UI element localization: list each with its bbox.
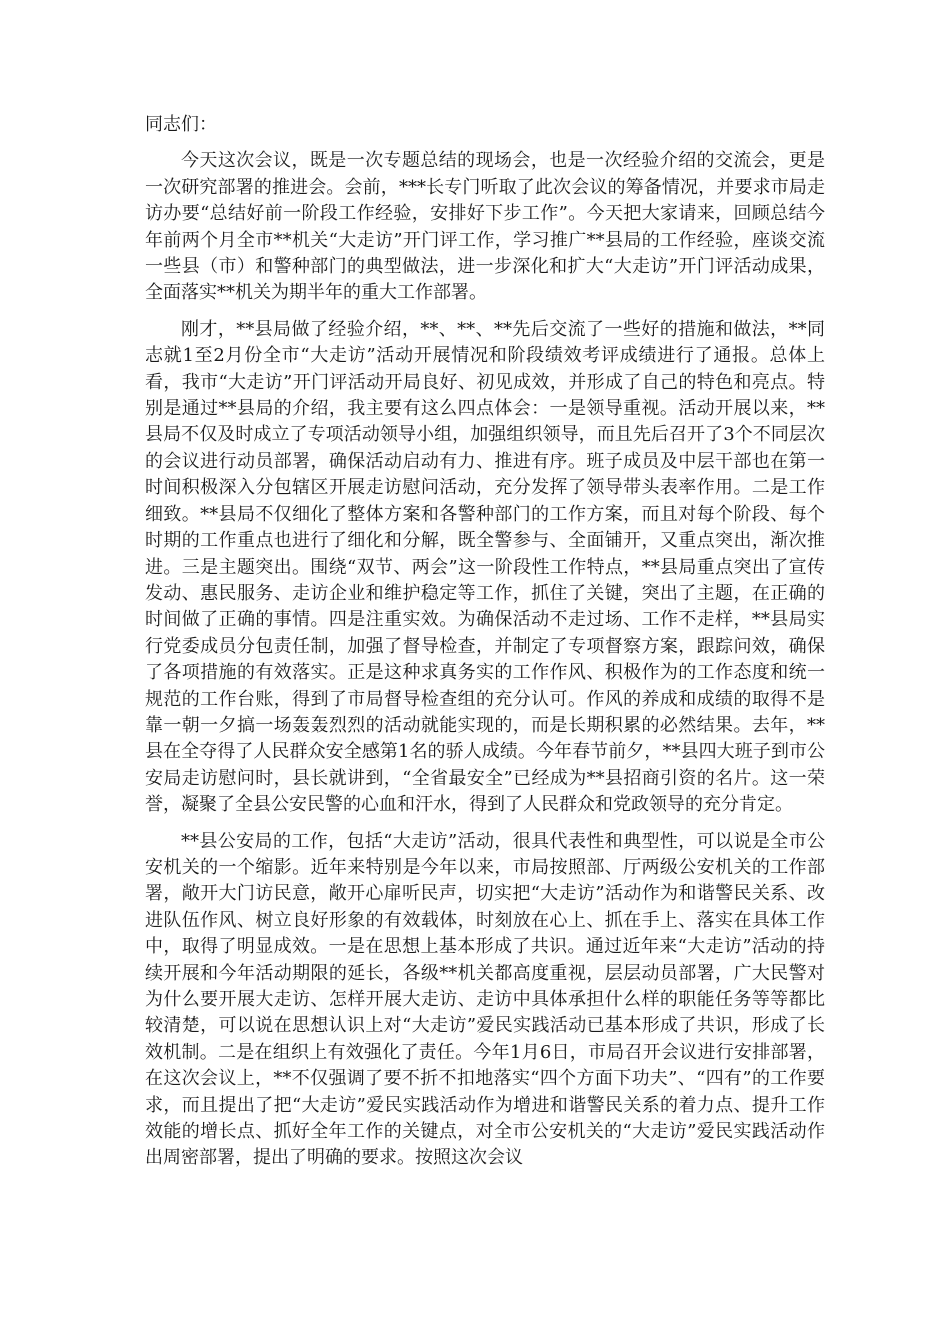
document-body (145, 112, 825, 1182)
salutation: 同志们： (145, 114, 217, 135)
paragraph-2: 刚才，**县局做了经验介绍，**、**、**先后交流了一些好的措施和做法，**同志就1至2月份全市“大走访”活动开展情况和阶段绩效考评成绩进行了通报。总体上看，我市“大走访”开门评活动开局良好、初见成效，并形成了自己的特色和亮点。特别是通过**县局的介绍，我主要有这么四点体会：一是领导重视。活动开展以来，**县局不仅及时成立了专项活动领导小组，加强组织领导，而且先后召开了3个不同层次的会议进行动员部署，确保活动启动有力、推进有序。班子成员及中层干部也在第一时间积极深入分包辖区开展走访慰问活动，充分发挥了领导带头表率作用。二是工作细致。**县局不仅细化了整体方案和各警种部门的工作方案，而且对每个阶段、每个时期的工作重点也进行了细化和分解，既全警参与、全面铺开，又重点突出，渐次推进。三是主题突出。围绕“双节、两会”这一阶段性工作特点，**县局重点突出了宣传发动、惠民服务、走访企业和维护稳定等工作，抓住了关键，突出了主题，在正确的时间做了正确的事情。四是注重实效。为确保活动不走过场、工作不走样，**县局实行党委成员分包责任制，加强了督导检查，并制定了专项督察方案，跟踪问效，确保了各项措施的有效落实。正是这种求真务实的工作作风、积极作为的工作态度和统一规范的工作台账，得到了市局督导检查组的充分认可。作风的养成和成绩的取得不是靠一朝一夕搞一场轰轰烈烈的活动就能实现的，而是长期积累的必然结果。去年，**县在全夺得了人民群众安全感第1名的骄人成绩。今年春节前夕，**县四大班子到市公安局走访慰问时，县长就讲到，“全省最安全”已经成为**县招商引资的名片。这一荣誉，凝聚了全县公安民警的心血和汗水，得到了人民群众和党政领导的充分肯定。 (145, 318, 825, 816)
paragraph-1: 今天这次会议，既是一次专题总结的现场会，也是一次经验介绍的交流会，更是一次研究部署的推进会。会前，***长专门听取了此次会议的筹备情况，并要求市局走访办要“总结好前一阶段工作经验，安排好下步工作”。今天把大家请来，回顾总结今年前两个月全市**机关“大走访”开门评工作，学习推广**县局的工作经验，座谈交流一些县（市）和警种部门的典型做法，进一步深化和扩大“大走访”开门评活动成果，全面落实**机关为期半年的重大工作部署。 (145, 150, 825, 304)
paragraph-3: **县公安局的工作，包括“大走访”活动，很具代表性和典型性，可以说是全市公安机关的一个缩影。近年来特别是今年以来，市局按照部、厅两级公安机关的工作部署，敞开大门访民意，敞开心扉听民声，切实把“大走访”活动作为和谐警民关系、改进队伍作风、树立良好形象的有效载体，时刻放在心上、抓在手上、落实在具体工作中，取得了明显成效。一是在思想上基本形成了共识。通过近年来“大走访”活动的持续开展和今年活动期限的延长，各级**机关都高度重视，层层动员部署，广大民警对为什么要开展大走访、怎样开展大走访、走访中具体承担什么样的职能任务等等都比较清楚，可以说在思想认识上对“大走访”爱民实践活动已基本形成了共识，形成了长效机制。二是在组织上有效强化了责任。今年1月6日，市局召开会议进行安排部署，在这次会议上，**不仅强调了要不折不扣地落实“四个方面下功夫”、“四有”的工作要求，而且提出了把“大走访”爱民实践活动作为增进和谐警民关系的着力点、提升工作效能的增长点、抓好全年工作的关键点，对全市公安机关的“大走访”爱民实践活动作出周密部署，提出了明确的要求。按照这次会议 (145, 830, 825, 1169)
